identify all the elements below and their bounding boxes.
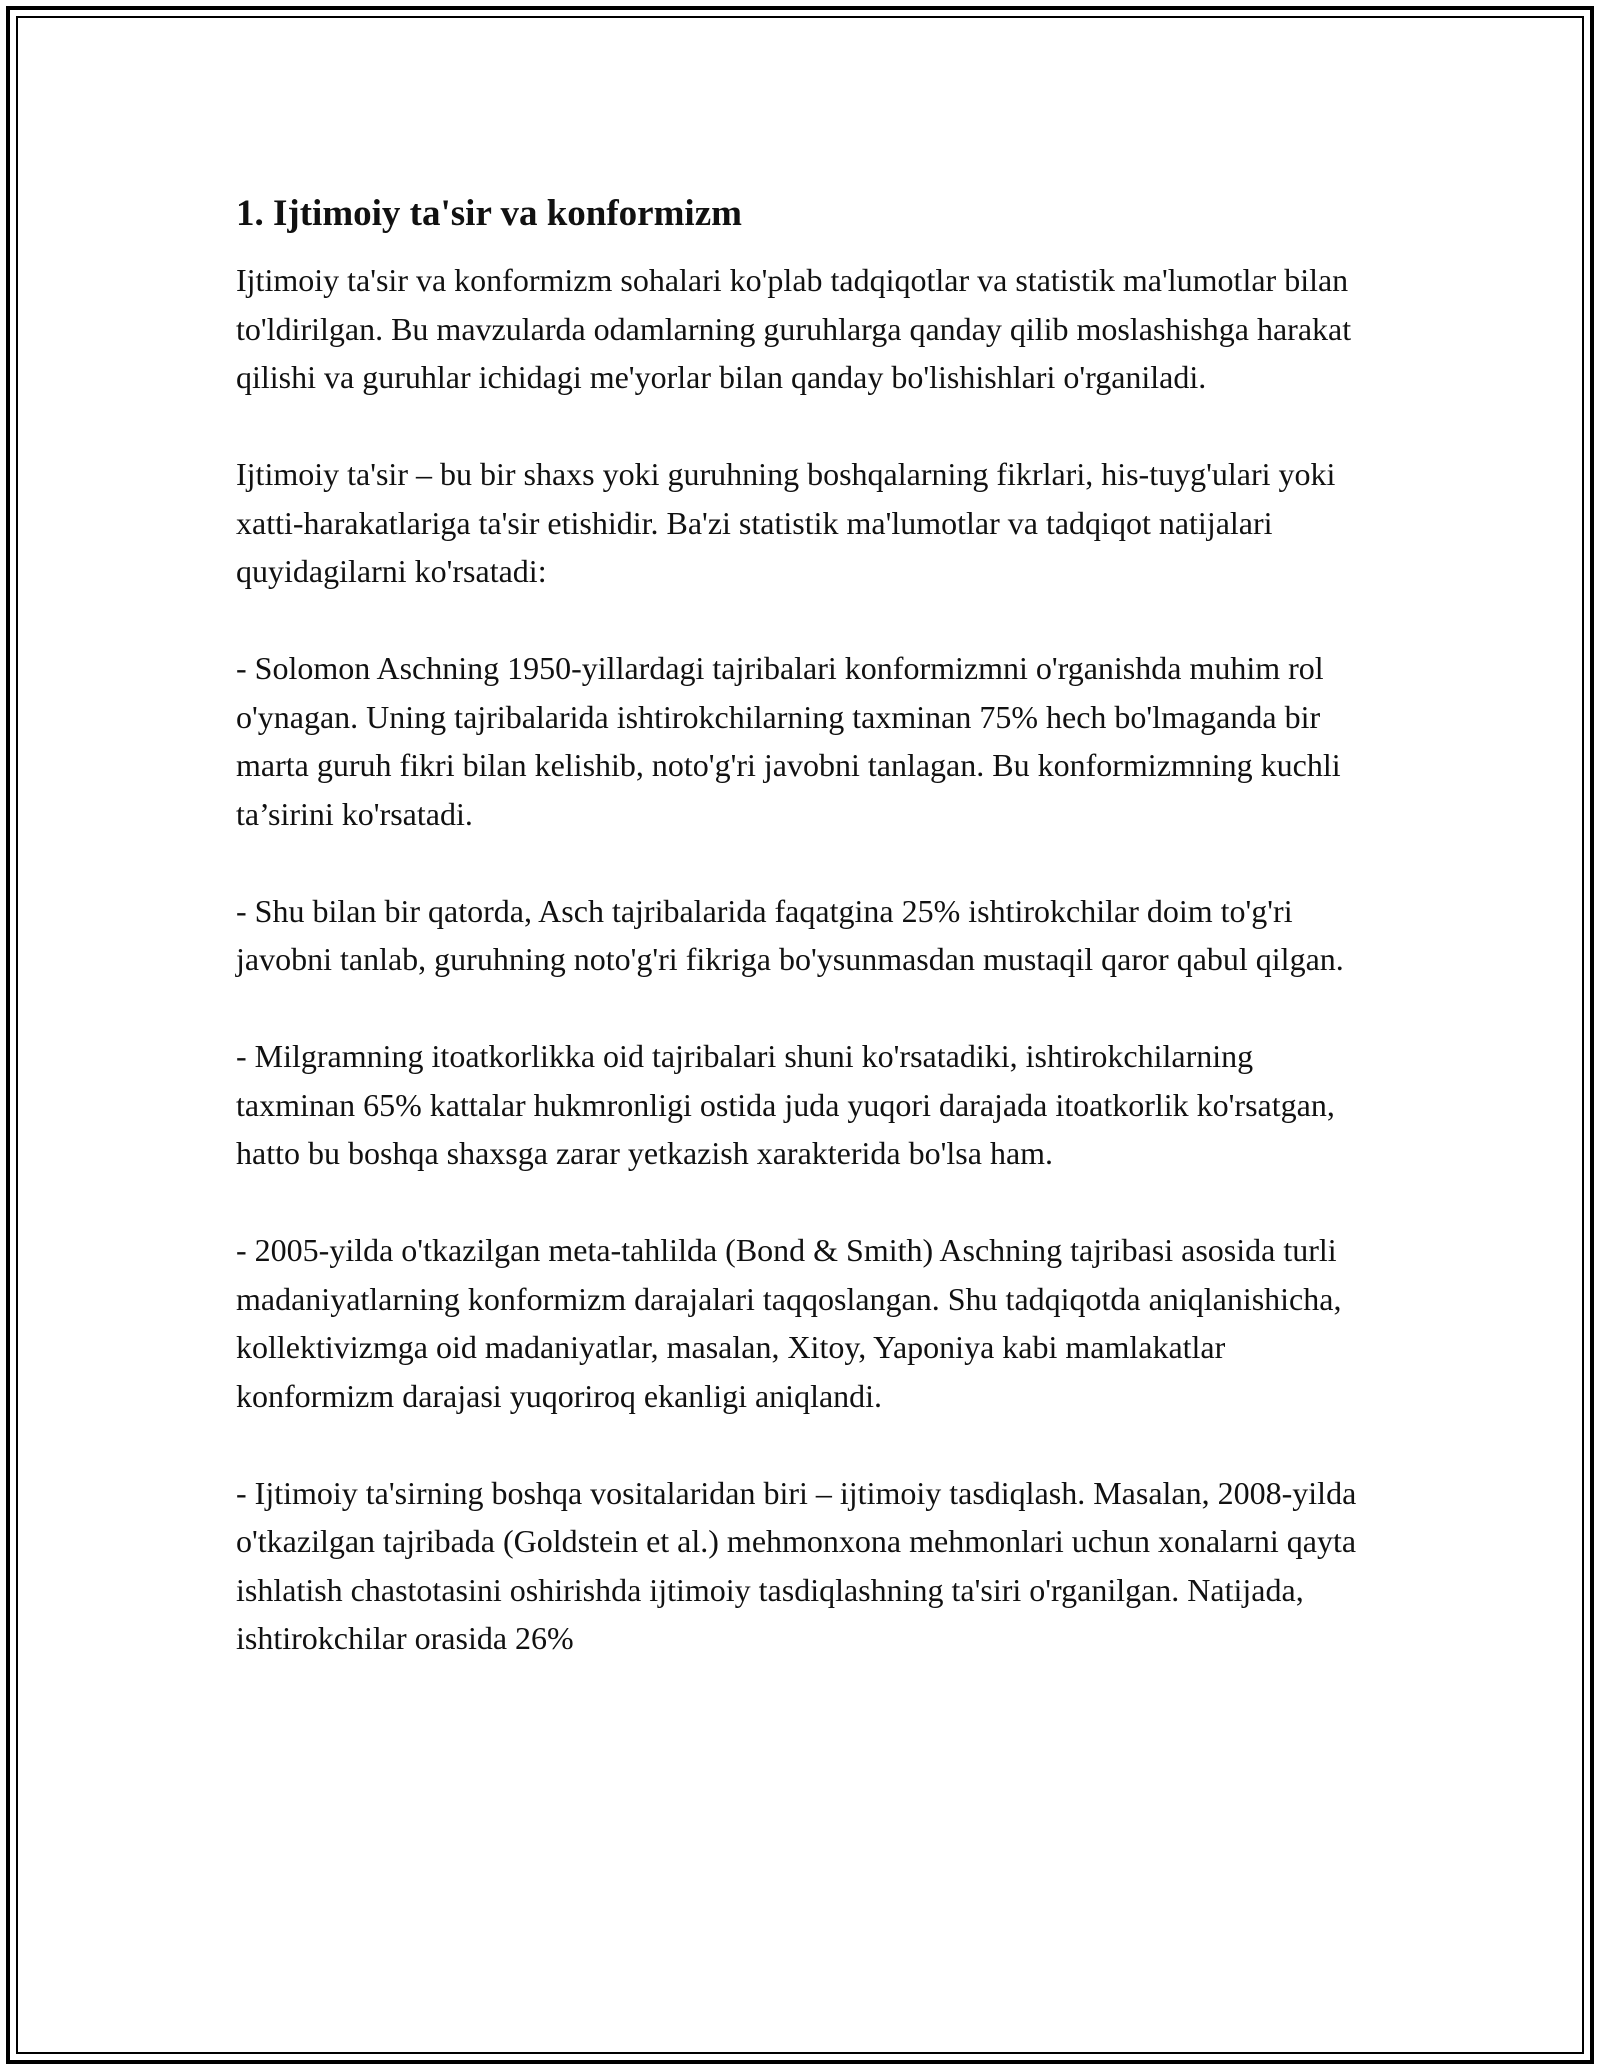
definition-paragraph: Ijtimoiy ta'sir – bu bir shaxs yoki guruhning boshqalarning fikrlari, his-tuyg'ulari yoki xatti-harakatlariga ta'sir etishidir. Ba'zi statistik ma'lumotlar va tadqiqot natijalari quyidagilarni ko'rsatadi: — [236, 456, 1336, 589]
list-item-asch: - Solomon Aschning 1950-yillardagi tajribalari konformizmni o'rganishda muhim rol o'ynagan. Uning tajribalarida ishtirokchilarning taxminan 75% hech bo'lmaganda bir marta guruh fikri bilan kelishib, noto'g'ri javobni tanlagan. Bu konformizmning kuchli ta’sirini ko'rsatadi. — [236, 650, 1341, 832]
list-item-social-proof: - Ijtimoiy ta'sirning boshqa vositalaridan biri – ijtimoiy tasdiqlash. Masalan, 2008-yilda o'tkazilgan tajribada (Goldstein et al.) mehmonxona mehmonlari uchun xonalarni qayta ishlatish chastotasini oshirishda ijtimoiy tasdiqlashning ta'siri o'rganilgan. Natijada, ishtirokchilar orasida 26% — [236, 1474, 1357, 1656]
document-body — [236, 190, 1366, 1663]
list-item-meta-analysis: - 2005-yilda o'tkazilgan meta-tahlilda (Bond & Smith) Aschning tajribasi asosida turli madaniyatlarning konformizm darajalari taqqoslangan. Shu tadqiqotda aniqlanishicha, kollektivizmga oid madaniyatlar, masalan, Xitoy, Yaponiya kabi mamlakatlar konformizm darajasi yuqoriroq ekanligi aniqlandi. — [236, 1232, 1342, 1414]
list-item-milgram: - Milgramning itoatkorlikka oid tajribalari shuni ko'rsatadiki, ishtirokchilarning taxminan 65% kattalar hukmronligi ostida juda yuqori darajada itoatkorlik ko'rsatgan, hatto bu boshqa shaxsga zarar yetkazish xarakterida bo'lsa ham. — [236, 1038, 1335, 1171]
section-heading: 1. Ijtimoiy ta'sir va konformizm — [236, 193, 742, 234]
list-item-asch-independent: - Shu bilan bir qatorda, Asch tajribalarida faqatgina 25% ishtirokchilar doim to'g'ri javobni tanlab, guruhning noto'g'ri fikriga bo'ysunmasdan mustaqil qaror qabul qilgan. — [236, 892, 1344, 977]
intro-paragraph: Ijtimoiy ta'sir va konformizm sohalari ko'plab tadqiqotlar va statistik ma'lumotlar bilan to'ldirilgan. Bu mavzularda odamlarning guruhlarga qanday qilib moslashishga harakat qilishi va guruhlar ichidagi me'yorlar bilan qanday bo'lishishlari o'rganiladi. — [236, 262, 1352, 395]
